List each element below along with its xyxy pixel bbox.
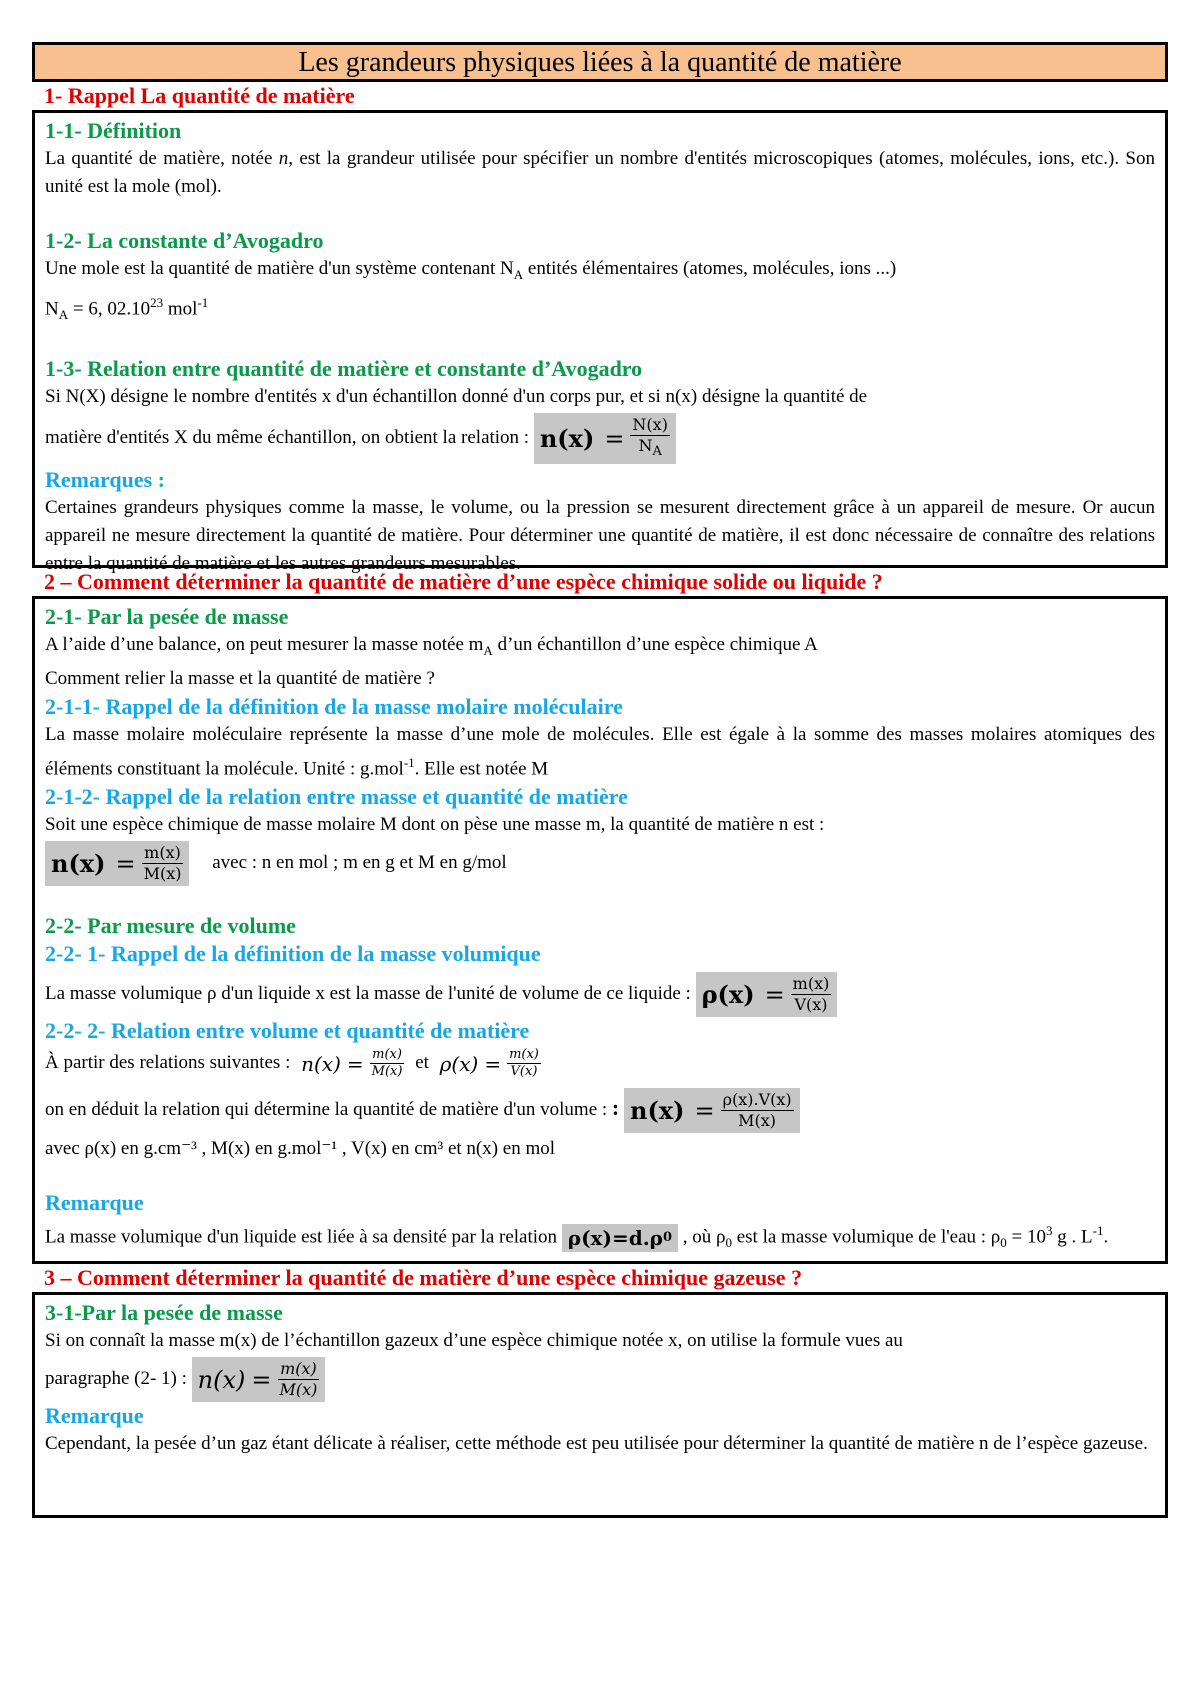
remark-heading-3: Remarque (45, 1403, 144, 1428)
paragraph-2-1-2: Soit une espèce chimique de masse molaire M dont on pèse une masse m, la quantité de matière n est : (45, 814, 825, 836)
heading-2-1-2: 2-1-2- Rappel de la relation entre masse et quantité de matière (45, 784, 628, 810)
paragraph-1-2: Une mole est la quantité de matière d'un système contenant $N_A$ entités élémentaires (atomes, molécules, ions ...) (45, 258, 897, 282)
heading-2-1: 2-1- Par la pesée de masse (45, 604, 289, 629)
paragraph-1-1: La quantité de matière, notée n, est la grandeur utilisée pour spécifier un nombre d'entités microscopiques (atomes, molécules, ions, etc.). Son unité est la mole (mol). (45, 148, 1155, 197)
heading-2-2-2: 2-2- 2- Relation entre volume et quantité de matière (45, 1018, 530, 1044)
heading-2-1-1: 2-1-1- Rappel de la définition de la masse molaire moléculaire (45, 693, 623, 719)
remarks-text: Certaines grandeurs physiques comme la masse, le volume, ou la pression se mesurent directement grâce à un appareil de mesure. Or aucun appareil ne mesure directement la quantité de matière. Pour déterminer une quantité de matière, il est donc nécessaire de connaître des relations entre la quantité de matière et les autres grandeurs mesurables. (45, 497, 1155, 575)
paragraph-2-1b: Comment relier la masse et la quantité de matière ? (45, 667, 435, 689)
section-1-heading: 1- Rappel La quantité de matière (44, 83, 355, 108)
paragraph-1-3a: Si N(X) désigne le nombre d'entités x d'un échantillon donné d'un corps pur, et si n(x) désigne la quantité de (45, 385, 868, 407)
heading-3-1: 3-1-Par la pesée de masse (45, 1300, 283, 1325)
formula-avogadro: n(x) = $\frac{N(x)}{N_A}$ (534, 413, 676, 464)
paragraph-2-1-1: La masse molaire moléculaire représente la masse d’une mole de molécules. Elle est égale à la somme des masses molaires atomiques des éléments constituant la molécule. Unité : g.mol$^{-1}$. Elle est notée M (45, 723, 1155, 780)
paragraph-3-1a: Si on connaît la masse m(x) de l’échantillon gazeux d’une espèce chimique notée x, on utilise la formule vues au (45, 1330, 903, 1351)
paragraph-2-2-2a: À partir des relations suivantes : n(x) = $\frac{m(x)}{M(x)}$ et ρ(x) = $\frac{m(x)}{V(x)}$ (45, 1045, 1155, 1082)
document-page (32, 42, 1168, 1518)
section-3-box (32, 1292, 1168, 1518)
formula-volume: n(x) = $\frac{\rho(x).V(x)}{M(x)}$ (624, 1088, 800, 1133)
remarks-heading: Remarques : (45, 467, 165, 493)
formula-row-mass (45, 841, 1155, 886)
section-2-heading: 2 – Comment déterminer la quantité de matière d’une espèce chimique solide ou liquide ? (44, 569, 883, 594)
page-title: Les grandeurs physiques liées à la quantité de matière (32, 42, 1168, 82)
formula-density-relation: ρ(x)=d.ρ 0 (562, 1224, 678, 1252)
section-3-heading: 3 – Comment déterminer la quantité de matière d’une espèce chimique gazeuse ? (44, 1265, 803, 1290)
formula-mass-units: avec : n en mol ; m en g et M en g/mol (212, 851, 507, 873)
formula-density: ρ(x) = $\frac{m(x)}{V(x)}$ (696, 972, 838, 1017)
formula-n-italic: n(x) = $\frac{m(x)}{M(x)}$ (301, 1047, 403, 1080)
paragraph-2-2-2b: on en déduit la relation qui détermine la quantité de matière d'un volume : : n(x) = $\frac{\rho(x).V(x)}{M(x)}$ (45, 1088, 1155, 1133)
section-2-box (32, 596, 1168, 1264)
heading-1-3: 1-3- Relation entre quantité de matière et constante d’Avogadro (45, 355, 643, 381)
avogadro-value: $N_A = 6$, 02.10$^{23}$ mol$^{-1}$ (45, 294, 209, 322)
remark-text-2: La masse volumique d'un liquide est liée à sa densité par la relation ρ(x)=d.ρ 0 , où $\rho_0$ est la masse volumique de l'eau : $\rho_0 = 10^3$ g . $L^{-1}$. (45, 1223, 1109, 1251)
formula-rho-italic: ρ(x) = $\frac{m(x)}{V(x)}$ (439, 1047, 539, 1080)
paragraph-2-1a: A l’aide d’une balance, on peut mesurer la masse notée $m_A$ d’un échantillon d’une espèce chimique A (45, 634, 818, 658)
heading-1-2: 1-2- La constante d’Avogadro (45, 228, 324, 253)
paragraph-1-3b: matière d'entités X du même échantillon, on obtient la relation : n(x) = $\frac{N(x)}{N_A}$ (45, 413, 1155, 464)
formula-mass: n(x) = $\frac{m(x)}{M(x)}$ (45, 841, 189, 886)
paragraph-3-1b: paragraphe (2- 1) : n(x) = $\frac{m(x)}{M(x)}$ (45, 1357, 1155, 1402)
formula-gas: n(x) = $\frac{m(x)}{M(x)}$ (192, 1357, 326, 1402)
heading-1-1: 1-1- Définition (45, 118, 182, 143)
remark-heading-2: Remarque (45, 1190, 144, 1216)
section-1-box (32, 110, 1168, 575)
heading-2-2-1: 2-2- 1- Rappel de la définition de la masse volumique (45, 941, 541, 967)
heading-2-2: 2-2- Par mesure de volume (45, 913, 296, 939)
remark-text-3: Cependant, la pesée d’un gaz étant délicate à réaliser, cette méthode est peu utilisée pour déterminer la quantité de matière n de l’espèce gazeuse. (45, 1433, 1148, 1454)
paragraph-2-2-2c: avec ρ(x) en g.cm⁻³ , M(x) en g.mol⁻¹ , V(x) en cm³ et n(x) en mol (45, 1138, 556, 1160)
paragraph-2-2-1: La masse volumique ρ d'un liquide x est la masse de l'unité de volume de ce liquide : ρ(x) = $\frac{m(x)}{V(x)}$ (45, 972, 1155, 1017)
